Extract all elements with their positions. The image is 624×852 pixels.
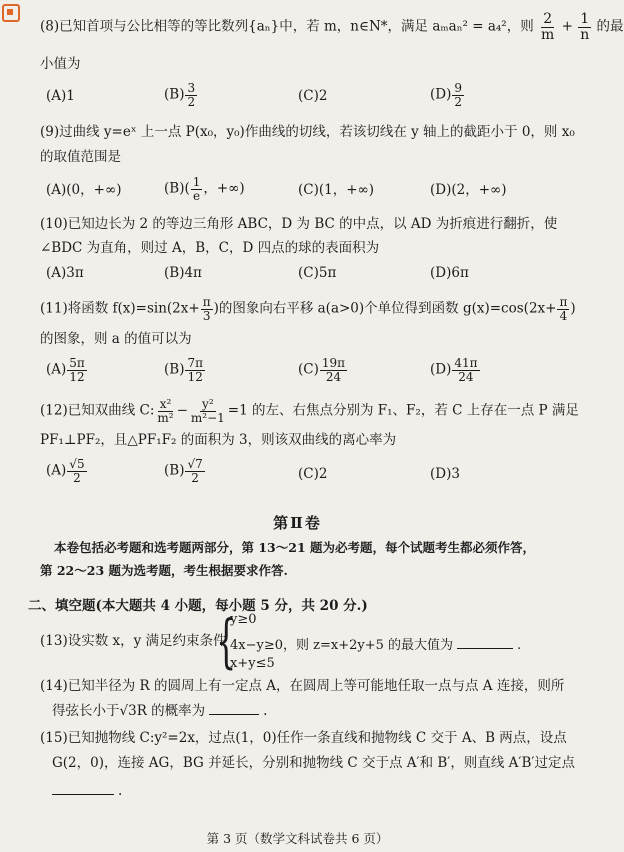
- q8-option-c: (C)2: [298, 88, 328, 104]
- q9-option-c: (C)(1，+∞): [298, 182, 375, 198]
- q11-fraction-pi-over-3: $\frac{\pi}{3}$: [202, 295, 211, 323]
- q11-fraction-pi-over-4: $\frac{\pi}{4}$: [559, 295, 568, 323]
- q10-option-a: (A)3π: [46, 265, 84, 281]
- q15-line3: .: [48, 782, 122, 800]
- q8-option-d-fraction: $\frac{9}{2}$: [454, 81, 462, 109]
- q11-option-d-fraction: $\frac{41\pi}{24}$: [454, 356, 478, 384]
- q8-fraction-1-over-n: $\frac{1}{n}$: [580, 11, 590, 43]
- q12-option-a: (A) $\frac{√5}{2}$: [46, 457, 85, 485]
- q9-line1: (9)过曲线 y=eˣ 上一点 P(x₀，y₀)作曲线的切线，若该切线在 y 轴上的截距小于 0，则 x₀: [40, 124, 575, 140]
- app-corner-icon[interactable]: [2, 4, 20, 22]
- q8-fraction-2-over-m: $\frac{2}{m}$: [541, 11, 555, 43]
- q13-left-brace: {: [216, 607, 237, 675]
- q9-option-b: (B)( $\frac{1}{e}$ ，+∞): [164, 175, 245, 203]
- q9-option-a: (A)(0，+∞): [46, 182, 122, 198]
- q9-option-d: (D)(2，+∞): [430, 182, 507, 198]
- q12-option-b-fraction: $\frac{√7}{2}$: [187, 457, 203, 485]
- q10-option-c: (C)5π: [298, 265, 337, 281]
- q13-answer-blank[interactable]: [457, 636, 513, 649]
- q12-option-c: (C)2: [298, 466, 328, 482]
- q11-option-a: (A) $\frac{5\pi}{12}$: [46, 356, 85, 384]
- q13-constraint-system: [216, 607, 522, 675]
- page-footer: 第 3 页（数学文科试卷共 6 页）: [206, 831, 389, 846]
- q12-option-a-fraction: $\frac{√5}{2}$: [69, 457, 85, 485]
- q12-fraction-x2-over-m2: $\frac{\text{x²}}{\text{m²}}$: [157, 397, 174, 425]
- q8-option-a: (A)1: [46, 88, 75, 104]
- q9-option-b-fraction: $\frac{1}{e}$: [192, 175, 201, 203]
- q11-option-b: (B) $\frac{7\pi}{12}$: [164, 356, 203, 384]
- q8-line2: 小值为: [40, 56, 81, 72]
- q12-option-d: (D)3: [430, 466, 460, 482]
- q10-line1: (10)已知边长为 2 的等边三角形 ABC，D 为 BC 的中点，以 AD 为折痕进行翻折，使: [40, 216, 558, 232]
- q8-option-d: (D) $\frac{9}{2}$: [430, 81, 462, 109]
- q15-line2: G(2，0)，连接 AG，BG 并延长，分别和抛物线 C 交于点 A′和 B′，则直线 A′B′过定点: [52, 755, 575, 771]
- q12-line2: PF₁⊥PF₂，且△PF₁F₂ 的面积为 3，则该双曲线的离心率为: [40, 432, 397, 448]
- q10-line2: ∠BDC 为直角，则过 A，B，C，D 四点的球的表面积为: [40, 240, 380, 256]
- q13-constraint-2: 4x−y≥0，则 z=x+2y+5 的最大值为 .: [230, 638, 522, 653]
- q15-answer-blank[interactable]: [52, 782, 114, 795]
- q14-line2: 得弦长小于√3R 的概率为 .: [52, 703, 268, 719]
- q8-option-b: (B) $\frac{3}{2}$: [164, 81, 196, 109]
- q14-line1: (14)已知半径为 R 的圆周上有一定点 A，在圆周上等可能地任取一点与点 A 连接，则所: [40, 678, 565, 694]
- q13-constraint-1: y≥0: [230, 612, 257, 627]
- part2-title: 第Ⅱ卷: [273, 514, 322, 532]
- q11-option-b-fraction: $\frac{7\pi}{12}$: [187, 356, 203, 384]
- part2-note-line1: 本卷包括必考题和选考题两部分，第 13～21 题为必考题，每个试题考生都必须作答，: [54, 540, 535, 555]
- q8-option-b-fraction: $\frac{3}{2}$: [187, 81, 196, 109]
- q9-line2: 的取值范围是: [40, 149, 121, 165]
- q11-line1: (11)将函数 f(x)=sin(2x+ $\frac{\pi}{3}$ )的图象向右平移 a(a>0)个单位得到函数 g(x)=cos(2x+ $\frac{\pi}{4}$ ): [40, 295, 576, 323]
- q12-fraction-y2-over-m2-minus-1: $\frac{\text{y²}}{\text{m²−1}}$: [190, 397, 225, 425]
- q11-line2: 的图象，则 a 的值可以为: [40, 331, 192, 347]
- q11-option-c: (C) $\frac{19\pi}{24}$: [298, 356, 346, 384]
- q15-line1: (15)已知抛物线 C:y²=2x，过点(1，0)任作一条直线和抛物线 C 交于 A、B 两点，设点: [40, 730, 567, 746]
- q13-constraint-3: x+y≤5: [230, 656, 275, 671]
- q12-line1: (12)已知双曲线 C: $\frac{\text{x²}}{\text{m²}}$ − $\frac{\text{y²}}{\text{m²−1}}$ =1 的左、右焦点分别为 F₁、F₂，若 C 上存在一点 P 满足: [40, 397, 579, 425]
- fill-in-section-heading: 二、填空题(本大题共 4 小题，每小题 5 分，共 20 分.): [28, 598, 368, 614]
- q10-option-b: (B)4π: [164, 265, 202, 281]
- q10-option-d: (D)6π: [430, 265, 469, 281]
- q12-option-b: (B) $\frac{√7}{2}$: [164, 457, 203, 485]
- q11-option-a-fraction: $\frac{5\pi}{12}$: [69, 356, 85, 384]
- q11-option-d: (D) $\frac{41\pi}{24}$: [430, 356, 478, 384]
- q11-option-c-fraction: $\frac{19\pi}{24}$: [321, 356, 346, 384]
- q8-line1: (8)已知首项与公比相等的等比数列{aₙ}中，若 m，n∈N*，满足 aₘaₙ² = a₄²，则 $\frac{2}{m}$ + $\frac{1}{n}$ 的最: [40, 11, 624, 43]
- part2-note-line2: 第 22～23 题为选考题，考生根据要求作答.: [40, 563, 288, 578]
- q14-answer-blank[interactable]: [209, 702, 259, 715]
- q13-prefix: (13)设实数 x，y 满足约束条件: [40, 633, 227, 649]
